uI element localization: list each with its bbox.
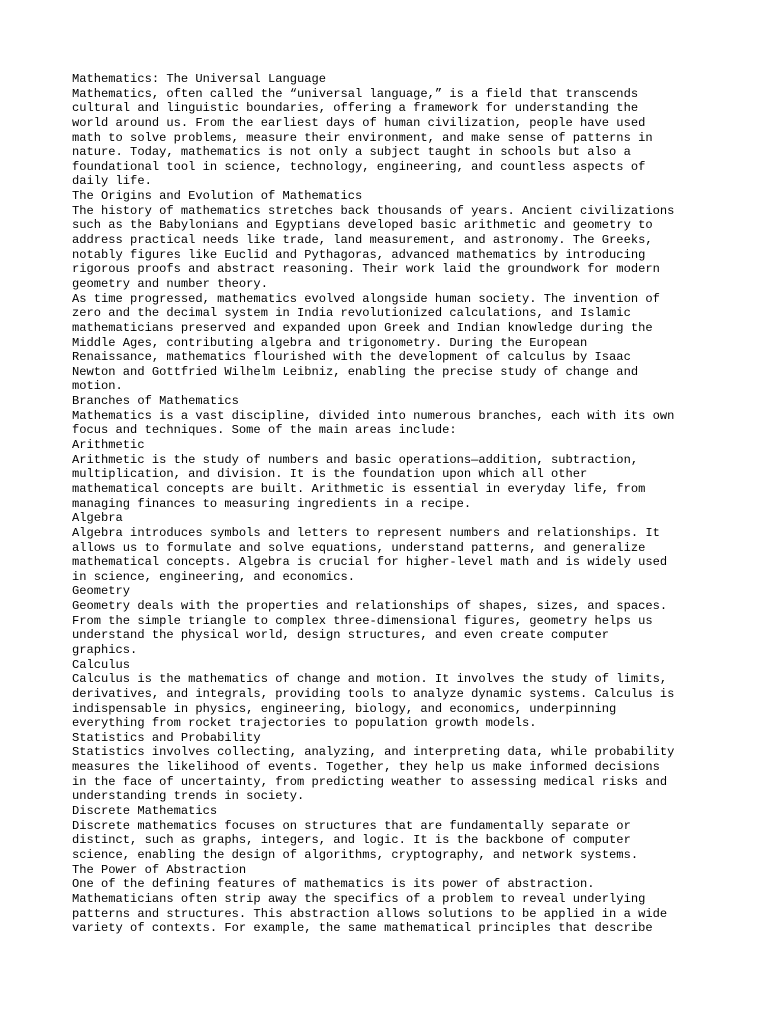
- document-line: The history of mathematics stretches back thousands of years. Ancient civilizations: [72, 203, 675, 218]
- document-line: world around us. From the earliest days of human civilization, people have used: [72, 115, 646, 130]
- document-line: Mathematics is a vast discipline, divided into numerous branches, each with its own: [72, 408, 675, 423]
- document-line: motion.: [72, 379, 123, 394]
- document-line: Calculus: [72, 657, 131, 672]
- document-line: Newton and Gottfried Wilhelm Leibniz, enabling the precise study of change and: [72, 364, 639, 379]
- document-line: Statistics involves collecting, analyzing, and interpreting data, while probability: [72, 745, 675, 760]
- document-line: derivatives, and integrals, providing tools to analyze dynamic systems. Calculus is: [72, 686, 675, 701]
- document-line: Middle Ages, contributing algebra and trigonometry. During the European: [72, 335, 588, 350]
- document-line: Mathematics, often called the “universal language,” is a field that transcends: [72, 86, 639, 101]
- document-line: mathematical concepts. Algebra is crucial for higher-level math and is widely used: [72, 555, 668, 570]
- document-line: allows us to formulate and solve equations, understand patterns, and generalize: [72, 540, 646, 555]
- document-line: focus and techniques. Some of the main areas include:: [72, 423, 457, 438]
- document-line: multiplication, and division. It is the foundation upon which all other: [72, 467, 588, 482]
- document-line: understanding trends in society.: [72, 789, 305, 804]
- document-line: Branches of Mathematics: [72, 394, 239, 409]
- document-line: The Origins and Evolution of Mathematics: [72, 189, 363, 204]
- document-line: geometry and number theory.: [72, 276, 268, 291]
- document-line: variety of contexts. For example, the same mathematical principles that describe: [72, 921, 653, 936]
- document-line: Discrete mathematics focuses on structures that are fundamentally separate or: [72, 818, 631, 833]
- document-line: notably figures like Euclid and Pythagoras, advanced mathematics by introducing: [72, 247, 646, 262]
- document-line: Mathematics: The Universal Language: [72, 72, 327, 86]
- document-line: Geometry: [72, 584, 131, 599]
- document-line: indispensable in physics, engineering, biology, and economics, underpinning: [72, 701, 617, 716]
- document-line: understand the physical world, design structures, and even create computer: [72, 628, 610, 643]
- document-line: nature. Today, mathematics is not only a subject taught in schools but also a: [72, 145, 631, 160]
- document-line: patterns and structures. This abstraction allows solutions to be applied in a wide: [72, 906, 668, 921]
- document-line: math to solve problems, measure their environment, and make sense of patterns in: [72, 130, 653, 145]
- document-line: Arithmetic: [72, 438, 145, 453]
- document-line: everything from rocket trajectories to population growth models.: [72, 716, 537, 731]
- document-line: Renaissance, mathematics flourished with the development of calculus by Isaac: [72, 350, 631, 365]
- document-line: address practical needs like trade, land measurement, and astronomy. The Greeks,: [72, 233, 653, 248]
- document-line: in the face of uncertainty, from predicting weather to assessing medical risks and: [72, 774, 668, 789]
- document-line: Algebra introduces symbols and letters to represent numbers and relationships. It: [72, 525, 660, 540]
- document-line: mathematicians preserved and expanded upon Greek and Indian knowledge during the: [72, 320, 653, 335]
- document-line: Geometry deals with the properties and relationships of shapes, sizes, and spaces.: [72, 599, 668, 614]
- document-line: As time progressed, mathematics evolved alongside human society. The invention of: [72, 291, 660, 306]
- document-page: [72, 72, 712, 936]
- document-line: Arithmetic is the study of numbers and basic operations—addition, subtraction,: [72, 452, 639, 467]
- document-line: such as the Babylonians and Egyptians developed basic arithmetic and geometry to: [72, 218, 653, 233]
- document-line: daily life.: [72, 174, 152, 189]
- document-line: science, enabling the design of algorithms, cryptography, and network systems.: [72, 847, 639, 862]
- document-line: Discrete Mathematics: [72, 804, 218, 819]
- document-line: in science, engineering, and economics.: [72, 569, 356, 584]
- document-line: Statistics and Probability: [72, 730, 261, 745]
- document-line: Mathematicians often strip away the specifics of a problem to reveal underlying: [72, 891, 646, 906]
- document-line: mathematical concepts are built. Arithmetic is essential in everyday life, from: [72, 481, 646, 496]
- document-line: From the simple triangle to complex three-dimensional figures, geometry helps us: [72, 613, 653, 628]
- document-line: foundational tool in science, technology, engineering, and countless aspects of: [72, 159, 646, 174]
- document-line: Calculus is the mathematics of change and motion. It involves the study of limits,: [72, 672, 668, 687]
- document-line: rigorous proofs and abstract reasoning. Their work laid the groundwork for modern: [72, 262, 660, 277]
- document-line: One of the defining features of mathematics is its power of abstraction.: [72, 877, 595, 892]
- document-line: managing finances to measuring ingredients in a recipe.: [72, 496, 472, 511]
- document-line: Algebra: [72, 511, 123, 526]
- document-line: measures the likelihood of events. Together, they help us make informed decisions: [72, 760, 660, 775]
- document-line: The Power of Abstraction: [72, 862, 247, 877]
- document-line: graphics.: [72, 642, 138, 657]
- document-line: distinct, such as graphs, integers, and logic. It is the backbone of computer: [72, 833, 631, 848]
- document-line: zero and the decimal system in India revolutionized calculations, and Islamic: [72, 306, 631, 321]
- document-line: cultural and linguistic boundaries, offering a framework for understanding the: [72, 101, 639, 116]
